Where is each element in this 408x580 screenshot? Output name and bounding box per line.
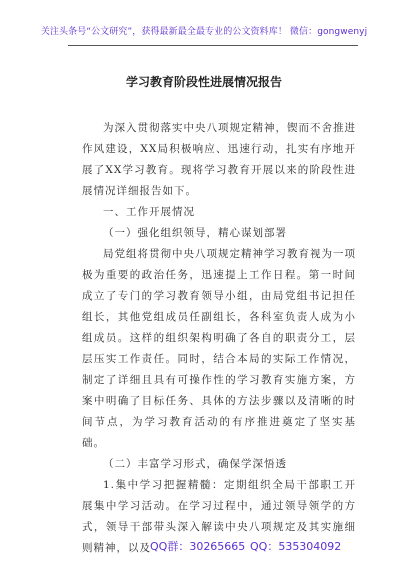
header-banner: 关注头条号“公文研究”，获得最新最全最专业的公文资料库！ 微信：gongwenyj (40, 27, 368, 37)
organization-paragraph: 局党组将贯彻中央八项规定精神学习教育视为一项极为重要的政治任务，迅速提上工作日程。第一时间成立了专门的学习教育领导小组，由局党组书记担任组长，其他党组成员任副组长，各科室负责人成为小组成员。这样的组织架构明确了各自的职责分工，层层压实工作责任。同时，结合本局的实际工作情况，制定了详细且具有可操作性的学习教育实施方案，方案中明确了目标任务、具体的方法步骤以及清晰的时间节点，为学习教育活动的有序推进奠定了坚实基础。 (82, 248, 356, 449)
section-heading-work-progress: 一、工作开展情况 (103, 206, 195, 218)
header-divider (68, 45, 358, 46)
subsection-heading-study-forms: （二）丰富学习形式，确保学深悟透 (103, 458, 287, 470)
subsection-heading-organization: （一）强化组织领导，精心谋划部署 (103, 227, 287, 239)
document-title: 学习教育阶段性进展情况报告 (125, 75, 282, 89)
document-body (82, 118, 356, 559)
intro-paragraph: 为深入贯彻落实中央八项规定精神，锲而不舍推进作风建设，XX局积极响应、迅速行动，扎实有序地开展了XX学习教育。现将学习教育开展以来的阶段性进展情况详细报告如下。 (82, 122, 356, 197)
footer-qq-group: QQ群：30265665 (150, 540, 246, 553)
study-forms-paragraph: 1.集中学习把握精髓：定期组织全局干部职工开展集中学习活动。在学习过程中，通过领导领学的方式，领导干部带头深入解读中央八项规定及其实施细则精神，以及 (82, 479, 356, 554)
footer-qq-number: QQ：535304092 (250, 540, 342, 553)
